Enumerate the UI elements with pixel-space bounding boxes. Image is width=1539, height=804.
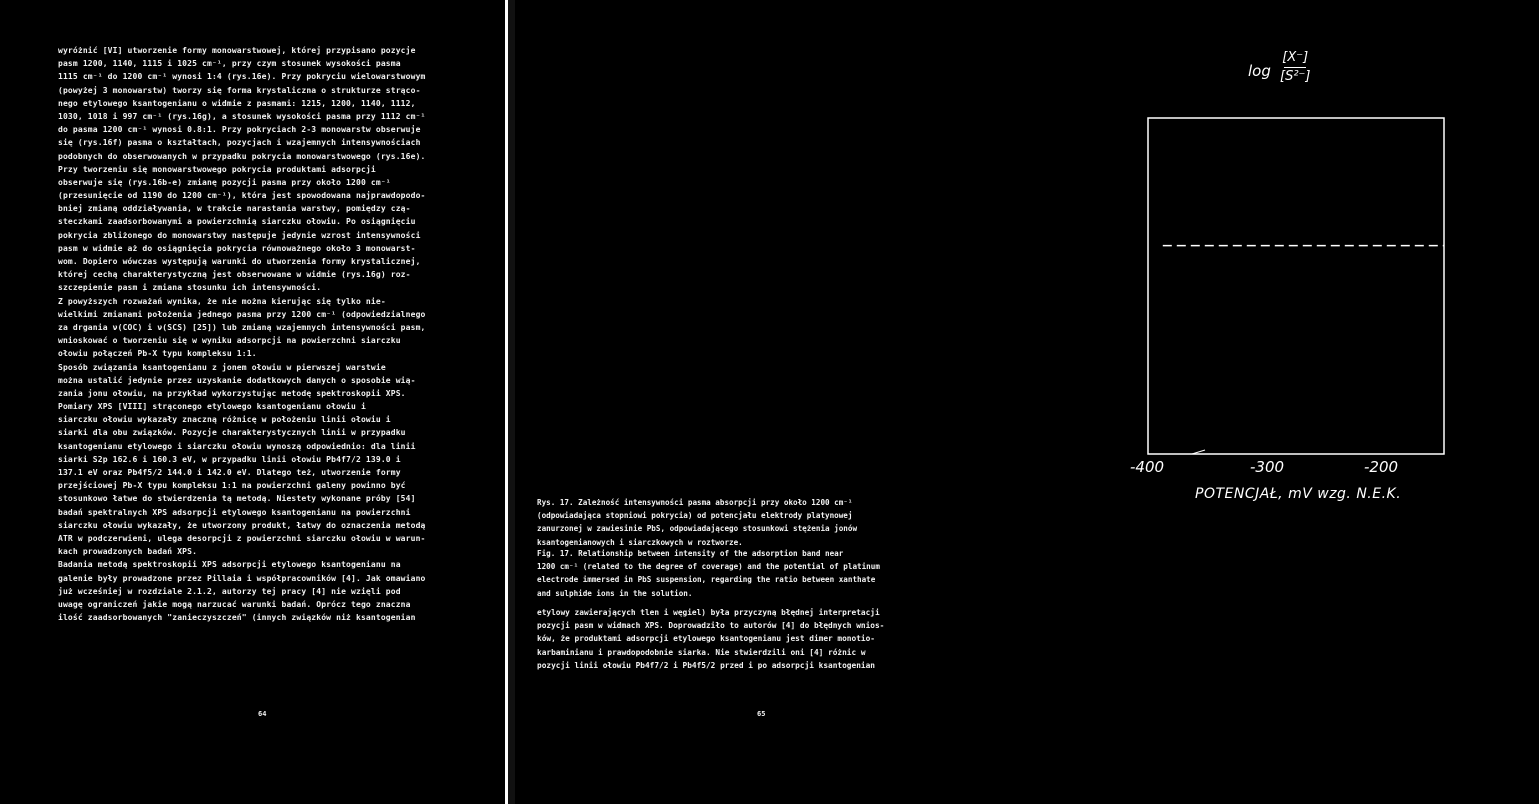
- text-line: Badania metodą spektroskopii XPS adsorpcji etylowego ksantogenianu na: [58, 560, 401, 570]
- right-page-body: [537, 606, 884, 672]
- figure-caption-english: [537, 549, 880, 602]
- x-axis-label: POTENCJAŁ, mV wzg. N.E.K.: [1195, 486, 1402, 502]
- text-line: ATR w podczerwieni, ulega desorpcji z powierzchni siarczku ołowiu w warun-: [58, 533, 426, 543]
- text-line: etylowy zawierających tlen i węgiel) była przyczyną błędnej interpretacji: [537, 608, 880, 617]
- left-page: [0, 0, 505, 804]
- text-line: Sposób związania ksantogenianu z jonem ołowiu w pierwszej warstwie: [58, 362, 386, 372]
- text-line: wom. Dopiero wówczas występują warunki do utworzenia formy krystalicznej,: [58, 257, 421, 266]
- text-line: pozycji pasm w widmach XPS. Doprowadziło to autorów [4] do błędnych wnios-: [537, 621, 885, 631]
- text-line: 1115 cm⁻¹ do 1200 cm⁻¹ wynosi 1:4 (rys.16e). Przy pokryciu wielowarstwowym: [58, 72, 426, 82]
- text-line: pozycji linii ołowiu Pb4f7/2 i Pb4f5/2 przed i po adsorpcji ksantogenian: [537, 660, 875, 670]
- caption-line: zanurzonej w zawiesinie PbS, odpowiadającego stosunkowi stężenia jonów: [537, 524, 858, 534]
- text-line: (powyżej 3 monowarstw) tworzy się forma krystaliczna o strukturze strąco-: [58, 85, 421, 95]
- text-line: nego etylowego ksantogenianu o widmie z pasmami: 1215, 1200, 1140, 1112,: [58, 98, 416, 108]
- text-line: badań spektralnych XPS adsorpcji etylowego ksantogenianu na powierzchni: [58, 507, 411, 517]
- text-line: można ustalić jedynie przez uzyskanie dodatkowych danych o sposobie wią-: [58, 375, 416, 385]
- caption-line: and sulphide ions in the solution.: [537, 588, 693, 598]
- text-line: Z powyższych rozważań wynika, że nie można kierując się tylko nie-: [58, 296, 386, 306]
- text-line: się (rys.16f) pasma o kształtach, pozycjach i wzajemnych intensywnościach: [58, 138, 421, 148]
- text-line: kach prowadzonych badań XPS.: [58, 547, 198, 557]
- text-line: przejściowej Pb-X typu kompleksu 1:1 na powierzchni galeny powinno być: [58, 481, 406, 491]
- x-tick-label: -400: [1130, 458, 1165, 476]
- text-line: ksantogenianu etylowego i siarczku ołowiu wynoszą odpowiednio: dla linii: [58, 441, 416, 451]
- chart-canvas: [1030, 30, 1539, 500]
- y-axis-numerator: [X⁻]: [1282, 50, 1309, 65]
- y-axis-denominator: [S²⁻]: [1280, 69, 1311, 84]
- caption-line: Fig. 17. Relationship between intensity of the adsorption band near: [537, 549, 844, 558]
- chart-marks: [1163, 246, 1444, 454]
- text-line: obserwuje się (rys.16b-e) zmianę pozycji pasma przy około 1200 cm⁻¹: [58, 177, 391, 187]
- text-line: siarczku ołowiu wykazały znaczną różnicę w położeniu linii ołowiu i: [58, 415, 391, 425]
- text-line: za drgania ν(COC) i ν(SCS) [25]) lub zmianą wzajemnych intensywności pasm,: [58, 322, 426, 332]
- x-tick-label: -200: [1364, 458, 1399, 476]
- text-line: ilość zaadsorbowanych "zanieczyszczeń" (innych związków niż ksantogenian: [58, 613, 416, 623]
- text-line: do pasma 1200 cm⁻¹ wynosi 0.8:1. Przy pokryciach 2-3 monowarstw obserwuje: [58, 125, 421, 135]
- text-line: już wcześniej w rozdziale 2.1.2, autorzy tej pracy [4] nie wzięli pod: [58, 586, 401, 596]
- text-line: (przesunięcie od 1190 do 1200 cm⁻¹), która jest spowodowana najprawdopodo-: [58, 191, 426, 201]
- text-line: pasm 1200, 1140, 1115 i 1025 cm⁻¹, przy czym stosunek wysokości pasma: [58, 59, 401, 69]
- caption-line: Rys. 17. Zależność intensywności pasma absorpcji przy około 1200 cm⁻¹: [537, 498, 853, 507]
- text-line: ków, że produktami adsorpcji etylowego ksantogenianu jest dimer monotio-: [537, 634, 875, 644]
- text-line: siarki dla obu związków. Pozycje charakterystycznych linii w przypadku: [58, 428, 406, 438]
- caption-line: ksantogenianowych i siarczkowych w roztworze.: [537, 537, 743, 547]
- right-page: [515, 0, 1402, 804]
- chart-frame: [1148, 118, 1444, 454]
- text-line: wnioskować o tworzeniu się w wyniku adsorpcji na powierzchni siarczku: [58, 336, 401, 346]
- figure-17-chart: [1030, 30, 1539, 500]
- text-line: pokrycia zbliżonego do monowarstwy następuje jedynie wzrost intensywności: [58, 230, 421, 240]
- text-line: karbaminianu i prawdopodobnie siarka. Nie stwierdzili oni [4] różnic w: [537, 647, 866, 657]
- text-line: ołowiu połączeń Pb-X typu kompleksu 1:1.: [58, 349, 257, 359]
- text-line: uwagę ograniczeń jakie mogą narzucać warunki badań. Oprócz tego znaczna: [58, 599, 411, 609]
- text-line: 137.1 eV oraz Pb4f5/2 144.0 i 142.0 eV. Dlatego też, utworzenie formy: [58, 468, 401, 477]
- text-line: wyróżnić [VI] utworzenie formy monowarstwowej, której przypisano pozycje: [58, 46, 416, 55]
- book-spine: [505, 0, 515, 804]
- text-line: Pomiary XPS [VIII] strąconego etylowego ksantogenianu ołowiu i: [58, 402, 366, 412]
- text-line: siarczku ołowiu wykazały, że utworzony produkt, łatwy do oznaczenia metodą: [58, 520, 426, 530]
- caption-line: (odpowiadająca stopniowi pokrycia) od potencjału elektrody platynowej: [537, 511, 853, 521]
- text-line: siarki S2p 162.6 i 160.3 eV, w przypadku linii ołowiu Pb4f7/2 139.0 i: [58, 454, 401, 464]
- text-line: zania jonu ołowiu, na przykład wykorzystując metodę spektroskopii XPS.: [58, 388, 406, 398]
- text-line: steczkami zaadsorbowanymi a powierzchnią siarczku ołowiu. Po osiągnięciu: [58, 217, 416, 227]
- text-line: wielkimi zmianami położenia jednego pasma przy 1200 cm⁻¹ (odpowiedzialnego: [58, 309, 426, 319]
- x-tick-label: -300: [1250, 458, 1285, 476]
- page-number-right: 65: [757, 710, 766, 718]
- page-number-left: 64: [258, 710, 267, 718]
- figure-caption-polish: [537, 498, 857, 551]
- y-axis-label-fraction: [1280, 50, 1310, 85]
- caption-line: 1200 cm⁻¹ (related to the degree of coverage) and the potential of platinum: [537, 562, 880, 572]
- text-line: której cechą charakterystyczną jest obserwowane w widmie (rys.16g) roz-: [58, 270, 411, 280]
- text-line: Przy tworzeniu się monowarstwowego pokrycia produktami adsorpcji: [58, 164, 376, 174]
- left-page-body: [58, 44, 503, 624]
- y-axis-label-log: log: [1248, 62, 1271, 80]
- caption-line: electrode immersed in PbS suspension, regarding the ratio between xanthate: [537, 575, 876, 585]
- text-line: 1030, 1018 i 997 cm⁻¹ (rys.16g), a stosunek wysokości pasma przy 1112 cm⁻¹: [58, 111, 426, 121]
- text-line: bniej zmianą oddziaływania, w trakcie narastania warstwy, pomiędzy czą-: [58, 204, 411, 214]
- text-line: podobnych do obserwowanych w przypadku pokrycia monowarstwowego (rys.16e).: [58, 151, 426, 161]
- text-line: szczepienie pasm i zmiana stosunku ich intensywności.: [58, 283, 322, 293]
- text-line: stosunkowo łatwe do stwierdzenia tą metodą. Niestety wykonane próby [54]: [58, 494, 416, 504]
- text-line: pasm w widmie aż do osiągnięcia pokrycia równoważnego około 3 monowarst-: [58, 243, 416, 253]
- text-line: galenie były prowadzone przez Pillaia i współpracowników [4]. Jak omawiano: [58, 573, 426, 583]
